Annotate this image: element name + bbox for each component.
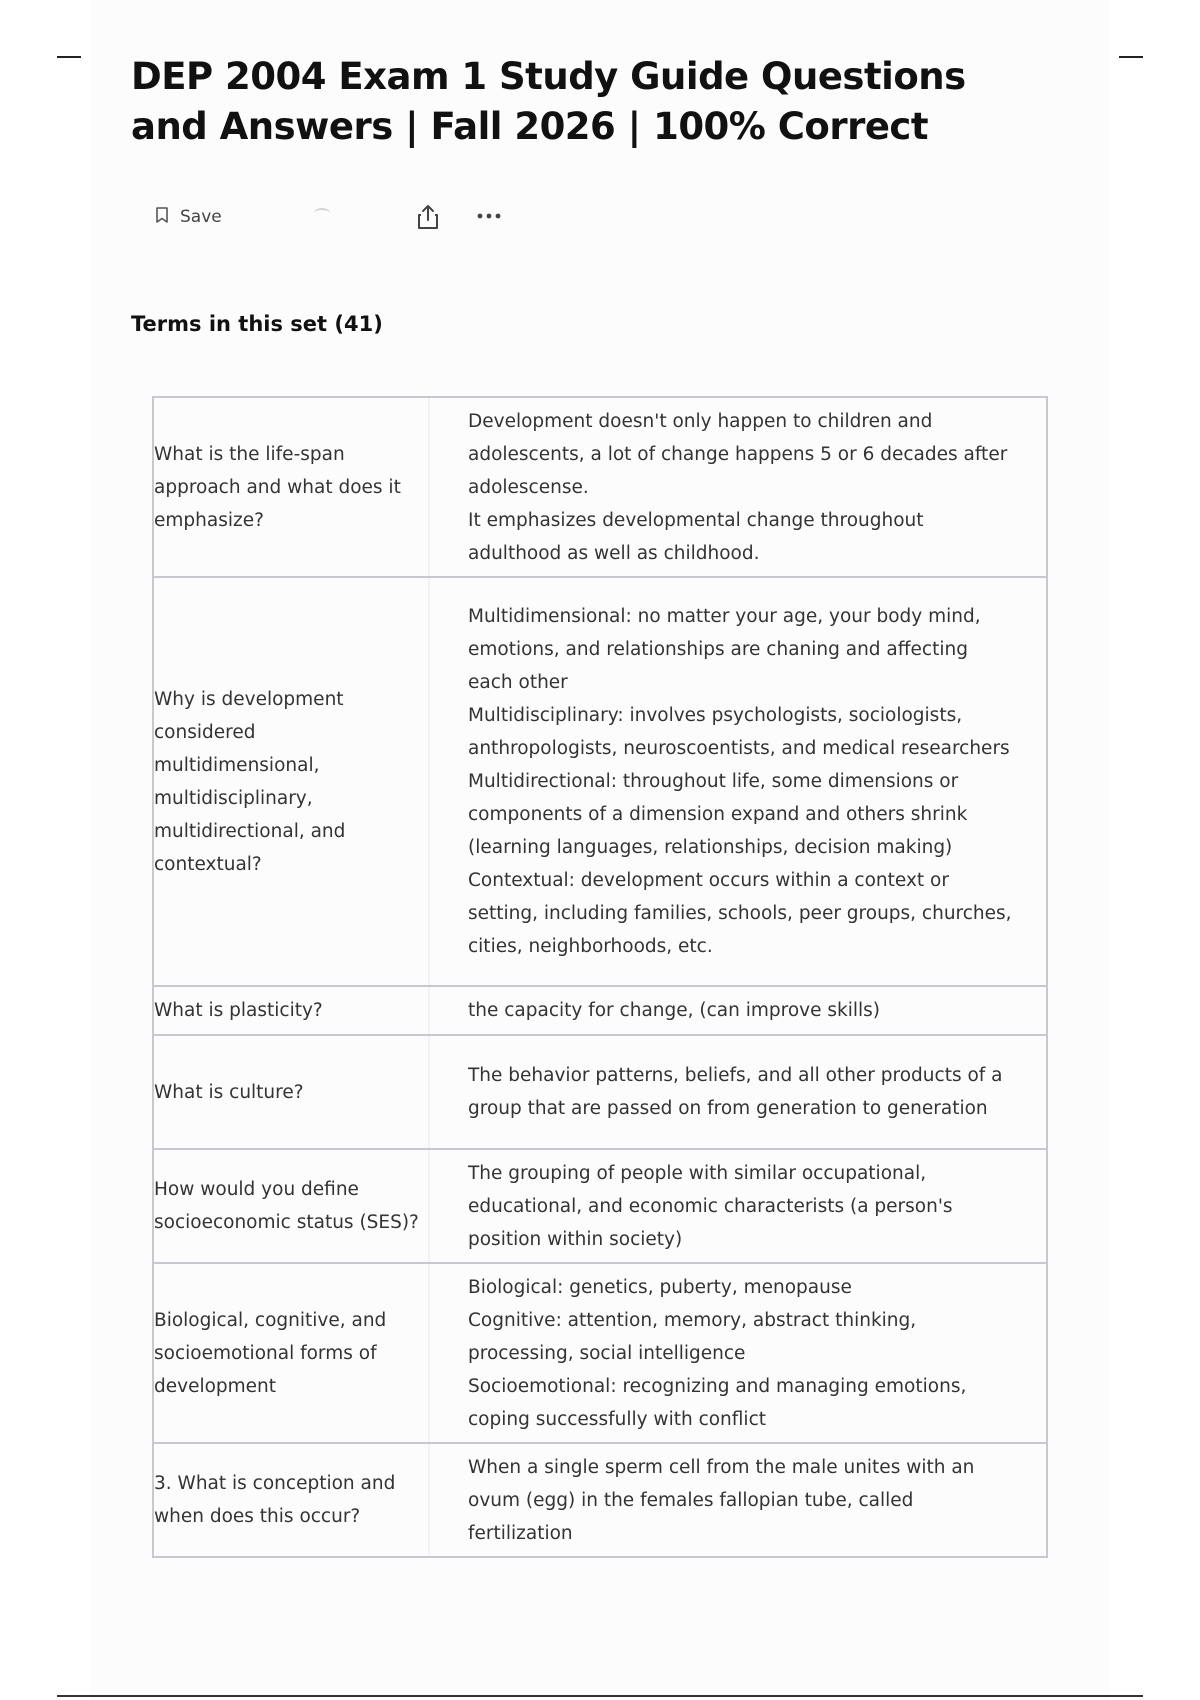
term-row — [153, 577, 1047, 986]
definition-text: The grouping of people with similar occupational, educational, and economic characterists (a person's position within society) — [430, 1149, 1047, 1263]
term-text: How would you define socioeconomic status (SES)? — [153, 1149, 427, 1263]
bottom-rule — [57, 1695, 1143, 1697]
loading-arc — [314, 208, 330, 218]
share-icon — [416, 216, 440, 235]
term-text: Why is development considered multidimensional, multidisciplinary, multidirectional, and contextual? — [153, 577, 427, 986]
terms-table — [152, 396, 1048, 1558]
page-title: DEP 2004 Exam 1 Study Guide Questions and Answers | Fall 2026 | 100% Correct — [131, 55, 966, 148]
definition-text: The behavior patterns, beliefs, and all other products of a group that are passed on from generation to generation — [430, 1035, 1047, 1149]
term-text: What is culture? — [153, 1035, 427, 1149]
definition-text: Multidimensional: no matter your age, your body mind, emotions, and relationships are chaning and affecting each other Multidisciplinary: involves psychologists, sociologists, anthropologists, neuroscoentists, and medical researchers Multidirectional: throughout life, some dimensions or components of a dimension expand and others shrink (learning languages, relationships, decision making) Contextual: development occurs within a context or setting, including families, schools, peer groups, churches, cities, neighborhoods, etc. — [430, 577, 1047, 986]
term-row — [153, 1149, 1047, 1263]
bookmark-icon — [154, 206, 170, 228]
more-options-button[interactable] — [476, 206, 502, 225]
corner-mark-left — [57, 56, 81, 58]
term-row — [153, 1035, 1047, 1149]
term-text: Biological, cognitive, and socioemotional forms of development — [153, 1263, 427, 1443]
corner-mark-right — [1119, 56, 1143, 58]
term-text: What is the life-span approach and what does it emphasize? — [153, 397, 427, 577]
definition-text: Development doesn't only happen to children and adolescents, a lot of change happens 5 or 6 decades after adolescense. It emphasizes developmental change throughout adulthood as well as childhood. — [430, 397, 1047, 577]
term-row — [153, 1443, 1047, 1557]
definition-text: Biological: genetics, puberty, menopause Cognitive: attention, memory, abstract thinking, processing, social intelligence Socioemotional: recognizing and managing emotions, coping successfully with conflict — [430, 1263, 1047, 1443]
term-row — [153, 1263, 1047, 1443]
more-icon — [476, 206, 502, 225]
save-button[interactable] — [154, 206, 222, 228]
term-text: 3. What is conception and when does this occur? — [153, 1443, 427, 1557]
term-row — [153, 397, 1047, 577]
term-text: What is plasticity? — [153, 986, 427, 1035]
term-row — [153, 986, 1047, 1035]
share-button[interactable] — [416, 203, 440, 235]
definition-text: When a single sperm cell from the male unites with an ovum (egg) in the females fallopian tube, called fertilization — [430, 1443, 1047, 1557]
terms-heading: Terms in this set (41) — [131, 312, 383, 336]
save-label: Save — [180, 207, 222, 227]
definition-text: the capacity for change, (can improve skills) — [430, 986, 1047, 1035]
